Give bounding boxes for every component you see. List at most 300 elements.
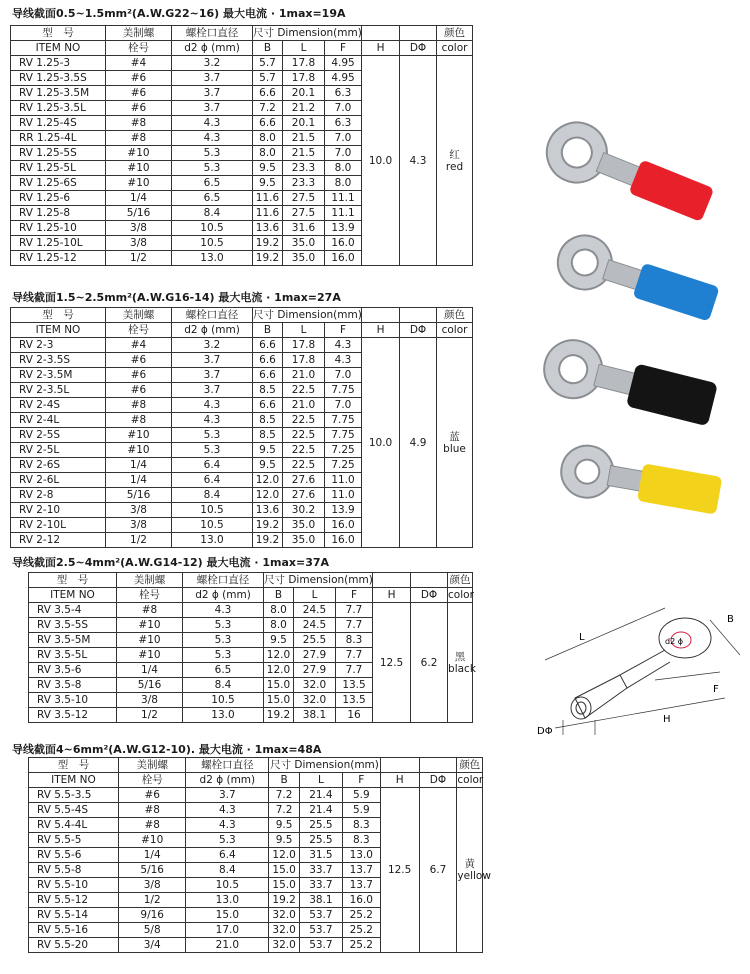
- item-no: RV 3.5-12: [29, 708, 117, 723]
- d2: 3.7: [172, 86, 253, 101]
- dim-b: 15.0: [264, 678, 294, 693]
- dim-l: 33.7: [299, 863, 342, 878]
- yellow-terminal-photo: [550, 440, 740, 540]
- header-L: L: [294, 588, 336, 603]
- item-no: RV 1.25-5S: [11, 146, 106, 161]
- header-color-en: color: [437, 41, 473, 56]
- dim-d: 4.3: [400, 56, 437, 266]
- dim-b: 11.6: [253, 206, 283, 221]
- d2: 8.4: [183, 678, 264, 693]
- header-us-screw: 美制螺: [106, 26, 172, 41]
- header-dimension: 尺寸 Dimension(mm): [270, 759, 379, 771]
- us-screw: 1/2: [118, 893, 185, 908]
- header-F: F: [325, 323, 362, 338]
- dim-l: 31.5: [299, 848, 342, 863]
- header-row-1: [11, 308, 473, 323]
- us-screw: 1/4: [106, 473, 172, 488]
- label-D: DΦ: [537, 726, 553, 737]
- dim-b: 32.0: [269, 908, 300, 923]
- section-title-3: 导线截面2.5~4mm²(A.W.G14-12) 最大电流 · 1max=37A: [12, 556, 330, 569]
- item-no: RV 3.5-4: [29, 603, 117, 618]
- us-screw: 5/16: [118, 863, 185, 878]
- header-us-screw-2: 栓号: [117, 588, 183, 603]
- table-row: [29, 788, 483, 803]
- us-screw: #6: [118, 788, 185, 803]
- d2: 3.7: [186, 788, 269, 803]
- dim-l: 35.0: [283, 251, 325, 266]
- d2: 5.3: [183, 618, 264, 633]
- dim-b: 6.6: [253, 86, 283, 101]
- d2: 3.7: [172, 101, 253, 116]
- d2: 10.5: [186, 878, 269, 893]
- dim-l: 24.5: [294, 618, 336, 633]
- dim-h: 12.5: [373, 603, 411, 723]
- d2: 10.5: [172, 503, 253, 518]
- dim-f: 7.7: [336, 663, 373, 678]
- color-en: red: [445, 160, 464, 173]
- d2: 5.3: [183, 633, 264, 648]
- color-cell: [457, 788, 491, 953]
- item-no: RV 2-3.5L: [11, 383, 106, 398]
- item-no: RV 2-8: [11, 488, 106, 503]
- d2: 3.2: [172, 338, 253, 353]
- dim-h: 10.0: [362, 338, 400, 548]
- d2: 6.5: [172, 191, 253, 206]
- dim-b: 13.6: [253, 221, 283, 236]
- us-screw: #6: [106, 86, 172, 101]
- table-row: [11, 56, 473, 71]
- dimension-diagram: [515, 600, 745, 750]
- header-item-no: ITEM NO: [11, 41, 106, 56]
- dim-b: 6.6: [253, 338, 283, 353]
- dim-b: 15.0: [269, 878, 300, 893]
- item-no: RV 3.5-6: [29, 663, 117, 678]
- us-screw: 3/8: [118, 878, 185, 893]
- dim-b: 12.0: [253, 473, 283, 488]
- table-row: [29, 603, 473, 618]
- dim-f: 7.25: [325, 443, 362, 458]
- label-F: F: [713, 684, 719, 695]
- dim-d: 4.9: [400, 338, 437, 548]
- spec-table-blue: [10, 307, 473, 548]
- us-screw: #10: [106, 176, 172, 191]
- us-screw: 3/8: [117, 693, 183, 708]
- spec-table-black: [28, 572, 476, 723]
- item-no: RV 2-3: [11, 338, 106, 353]
- us-screw: #8: [117, 603, 183, 618]
- us-screw: #10: [117, 618, 183, 633]
- item-no: RV 3.5-5S: [29, 618, 117, 633]
- item-no: RV 5.5-6: [29, 848, 119, 863]
- d2: 5.3: [172, 161, 253, 176]
- dim-l: 27.5: [283, 191, 325, 206]
- dim-b: 32.0: [269, 923, 300, 938]
- dim-b: 9.5: [269, 833, 300, 848]
- item-no: RV 5.5-14: [29, 908, 119, 923]
- header-color-en: color: [448, 589, 474, 601]
- us-screw: #10: [106, 443, 172, 458]
- dim-b: 12.0: [269, 848, 300, 863]
- dim-f: 5.9: [342, 803, 380, 818]
- header-color-en: color: [437, 323, 473, 338]
- dim-l: 17.8: [283, 338, 325, 353]
- dim-b: 6.6: [253, 368, 283, 383]
- dim-f: 13.5: [336, 693, 373, 708]
- d2: 10.5: [172, 236, 253, 251]
- header-H: H: [373, 588, 411, 603]
- item-no: RV 1.25-3: [11, 56, 106, 71]
- color-cn: 蓝: [449, 430, 460, 443]
- header-bolt-dia: 螺栓口直径: [172, 308, 253, 323]
- dim-f: 7.0: [325, 146, 362, 161]
- item-no: RV 1.25-4S: [11, 116, 106, 131]
- us-screw: #10: [106, 428, 172, 443]
- item-no: RV 5.5-8: [29, 863, 119, 878]
- dim-f: 7.0: [325, 101, 362, 116]
- dim-l: 21.0: [283, 398, 325, 413]
- spec-table-red: [10, 25, 473, 266]
- item-no: RV 2-5L: [11, 443, 106, 458]
- dim-l: 24.5: [294, 603, 336, 618]
- header-row-2: [11, 41, 473, 56]
- dim-f: 8.3: [342, 818, 380, 833]
- dim-b: 15.0: [264, 693, 294, 708]
- dim-l: 21.2: [283, 101, 325, 116]
- header-type: 型 号: [29, 758, 119, 773]
- dim-f: 7.0: [325, 368, 362, 383]
- header-H: H: [362, 323, 400, 338]
- dim-f: 13.5: [336, 678, 373, 693]
- dim-h: 10.0: [362, 56, 400, 266]
- dim-l: 20.1: [283, 86, 325, 101]
- dim-f: 6.3: [325, 116, 362, 131]
- dim-l: 27.6: [283, 473, 325, 488]
- header-B: B: [264, 588, 294, 603]
- dim-l: 32.0: [294, 678, 336, 693]
- d2: 4.3: [172, 131, 253, 146]
- table-row: [11, 338, 473, 353]
- dim-l: 27.5: [283, 206, 325, 221]
- header-D: DΦ: [411, 588, 448, 603]
- dim-l: 23.3: [283, 176, 325, 191]
- dim-b: 7.2: [269, 803, 300, 818]
- header-color-cn: 颜色: [437, 308, 473, 323]
- color-en: blue: [443, 442, 466, 455]
- header-bolt-dia: 螺栓口直径: [183, 573, 264, 588]
- item-no: RV 3.5-5L: [29, 648, 117, 663]
- label-d2: d2 ϕ: [665, 637, 683, 646]
- dim-l: 21.5: [283, 146, 325, 161]
- dim-l: 31.6: [283, 221, 325, 236]
- us-screw: #4: [106, 56, 172, 71]
- dim-l: 21.4: [299, 788, 342, 803]
- item-no: RV 2-6S: [11, 458, 106, 473]
- d2: 3.7: [172, 71, 253, 86]
- dim-f: 4.95: [325, 71, 362, 86]
- dim-d: 6.7: [419, 788, 457, 953]
- us-screw: 3/8: [106, 518, 172, 533]
- spec-table-yellow: [28, 757, 491, 953]
- dim-b: 19.2: [253, 533, 283, 548]
- dim-f: 25.2: [342, 938, 380, 953]
- dim-b: 11.6: [253, 191, 283, 206]
- header-row-1: [29, 758, 483, 773]
- color-cell: [437, 56, 473, 266]
- header-us-screw-2: 栓号: [118, 773, 185, 788]
- item-no: RV 1.25-6: [11, 191, 106, 206]
- header-dimension: 尺寸 Dimension(mm): [253, 27, 362, 39]
- d2: 8.4: [172, 488, 253, 503]
- dim-b: 9.5: [264, 633, 294, 648]
- section-title-2: 导线截面1.5~2.5mm²(A.W.G16-14) 最大电流 · 1max=27A: [12, 291, 341, 304]
- item-no: RV 2-10: [11, 503, 106, 518]
- d2: 4.3: [186, 818, 269, 833]
- dim-b: 6.6: [253, 353, 283, 368]
- header-blank: [400, 26, 437, 41]
- dim-l: 21.4: [299, 803, 342, 818]
- dim-b: 9.5: [253, 176, 283, 191]
- header-blank: [362, 308, 400, 323]
- dim-b: 9.5: [269, 818, 300, 833]
- header-dimension: 尺寸 Dimension(mm): [264, 574, 373, 586]
- item-no: RV 3.5-8: [29, 678, 117, 693]
- item-no: RV 2-3.5M: [11, 368, 106, 383]
- item-no: RV 5.5-12: [29, 893, 119, 908]
- dim-f: 4.3: [325, 338, 362, 353]
- label-H: H: [663, 714, 671, 725]
- dim-l: 22.5: [283, 428, 325, 443]
- header-blank: [373, 573, 411, 588]
- dim-l: 53.7: [299, 938, 342, 953]
- us-screw: 5/16: [106, 488, 172, 503]
- dim-l: 20.1: [283, 116, 325, 131]
- header-item-no: ITEM NO: [11, 323, 106, 338]
- dim-f: 13.9: [325, 221, 362, 236]
- item-no: RR 1.25-4L: [11, 131, 106, 146]
- dim-f: 11.1: [325, 206, 362, 221]
- d2: 13.0: [186, 893, 269, 908]
- header-us-screw-2: 栓号: [106, 323, 172, 338]
- dim-b: 8.0: [264, 603, 294, 618]
- d2: 5.3: [172, 443, 253, 458]
- header-us-screw-2: 栓号: [106, 41, 172, 56]
- item-no: RV 1.25-3.5L: [11, 101, 106, 116]
- item-no: RV 2-5S: [11, 428, 106, 443]
- dim-f: 8.3: [336, 633, 373, 648]
- header-bolt-dia: 螺栓口直径: [172, 26, 253, 41]
- dim-b: 8.5: [253, 413, 283, 428]
- dim-b: 5.7: [253, 56, 283, 71]
- header-us-screw: 美制螺: [118, 758, 185, 773]
- dim-b: 12.0: [253, 488, 283, 503]
- item-no: RV 1.25-10: [11, 221, 106, 236]
- item-no: RV 5.4-4L: [29, 818, 119, 833]
- dim-b: 7.2: [253, 101, 283, 116]
- dim-l: 25.5: [299, 818, 342, 833]
- d2: 3.2: [172, 56, 253, 71]
- d2: 8.4: [172, 206, 253, 221]
- d2: 13.0: [172, 533, 253, 548]
- dim-b: 8.5: [253, 383, 283, 398]
- us-screw: #10: [106, 161, 172, 176]
- us-screw: #8: [106, 131, 172, 146]
- section-title-4: 导线截面4~6mm²(A.W.G12-10). 最大电流 · 1max=48A: [12, 743, 322, 756]
- us-screw: 1/4: [117, 663, 183, 678]
- dim-f: 16.0: [325, 518, 362, 533]
- header-D: DΦ: [400, 323, 437, 338]
- d2: 4.3: [183, 603, 264, 618]
- us-screw: #8: [106, 413, 172, 428]
- item-no: RV 2-4L: [11, 413, 106, 428]
- header-us-screw: 美制螺: [117, 573, 183, 588]
- header-type: 型 号: [11, 26, 106, 41]
- dim-l: 35.0: [283, 533, 325, 548]
- dim-l: 30.2: [283, 503, 325, 518]
- d2: 21.0: [186, 938, 269, 953]
- dim-f: 13.7: [342, 878, 380, 893]
- label-L: L: [579, 632, 585, 643]
- header-color-cn: 颜色: [437, 26, 473, 41]
- item-no: RV 2-6L: [11, 473, 106, 488]
- dim-b: 8.0: [264, 618, 294, 633]
- dim-f: 16.0: [325, 251, 362, 266]
- us-screw: 1/2: [106, 251, 172, 266]
- dim-b: 12.0: [264, 648, 294, 663]
- us-screw: 3/8: [106, 236, 172, 251]
- dim-b: 6.6: [253, 116, 283, 131]
- header-F: F: [325, 41, 362, 56]
- dim-f: 13.0: [342, 848, 380, 863]
- header-d2: d2 ϕ (mm): [172, 41, 253, 56]
- dim-l: 35.0: [283, 236, 325, 251]
- dim-f: 13.7: [342, 863, 380, 878]
- us-screw: #8: [106, 116, 172, 131]
- dim-l: 33.7: [299, 878, 342, 893]
- d2: 3.7: [172, 353, 253, 368]
- d2: 5.3: [172, 146, 253, 161]
- header-L: L: [283, 41, 325, 56]
- dim-f: 7.7: [336, 603, 373, 618]
- dim-d: 6.2: [411, 603, 448, 723]
- us-screw: #6: [106, 383, 172, 398]
- item-no: RV 5.5-16: [29, 923, 119, 938]
- dim-l: 22.5: [283, 413, 325, 428]
- dim-b: 7.2: [269, 788, 300, 803]
- us-screw: #8: [118, 803, 185, 818]
- dim-f: 25.2: [342, 923, 380, 938]
- item-no: RV 2-12: [11, 533, 106, 548]
- us-screw: #4: [106, 338, 172, 353]
- d2: 6.4: [186, 848, 269, 863]
- item-no: RV 2-10L: [11, 518, 106, 533]
- us-screw: #8: [106, 398, 172, 413]
- header-row-1: [29, 573, 473, 588]
- dim-b: 8.0: [253, 146, 283, 161]
- insulation-sleeve: [626, 363, 718, 426]
- item-no: RV 5.5-4S: [29, 803, 119, 818]
- d2: 3.7: [172, 383, 253, 398]
- header-row-2: [11, 323, 473, 338]
- dim-l: 53.7: [299, 923, 342, 938]
- d2: 10.5: [183, 693, 264, 708]
- d2: 13.0: [183, 708, 264, 723]
- dim-f: 7.0: [325, 398, 362, 413]
- us-screw: 9/16: [118, 908, 185, 923]
- dim-f: 13.9: [325, 503, 362, 518]
- header-H: H: [362, 41, 400, 56]
- d2: 4.3: [172, 413, 253, 428]
- dim-l: 21.5: [283, 131, 325, 146]
- dim-b: 8.0: [253, 131, 283, 146]
- header-item-no: ITEM NO: [29, 588, 117, 603]
- us-screw: 1/4: [118, 848, 185, 863]
- d2: 4.3: [186, 803, 269, 818]
- header-F: F: [336, 588, 373, 603]
- dim-h: 12.5: [380, 788, 419, 953]
- color-en: black: [448, 662, 476, 675]
- us-screw: 1/2: [117, 708, 183, 723]
- dim-b: 19.2: [264, 708, 294, 723]
- dim-f: 4.95: [325, 56, 362, 71]
- dim-l: 22.5: [283, 383, 325, 398]
- d2: 17.0: [186, 923, 269, 938]
- d2: 4.3: [172, 398, 253, 413]
- insulation-sleeve: [629, 159, 715, 222]
- us-screw: #10: [118, 833, 185, 848]
- d2: 6.5: [183, 663, 264, 678]
- dim-l: 22.5: [283, 443, 325, 458]
- item-no: RV 5.5-20: [29, 938, 119, 953]
- header-B: B: [253, 323, 283, 338]
- dim-f: 8.3: [342, 833, 380, 848]
- dim-l: 22.5: [283, 458, 325, 473]
- dim-f: 7.75: [325, 413, 362, 428]
- header-L: L: [299, 773, 342, 788]
- header-L: L: [283, 323, 325, 338]
- item-no: RV 3.5-10: [29, 693, 117, 708]
- dim-l: 53.7: [299, 908, 342, 923]
- insulation-sleeve: [633, 263, 720, 322]
- dim-f: 5.9: [342, 788, 380, 803]
- dim-f: 7.75: [325, 428, 362, 443]
- header-B: B: [269, 773, 300, 788]
- header-blank: [380, 758, 419, 773]
- us-screw: #6: [106, 71, 172, 86]
- dim-b: 15.0: [269, 863, 300, 878]
- dim-l: 27.6: [283, 488, 325, 503]
- dim-l: 17.8: [283, 353, 325, 368]
- dim-f: 7.75: [325, 383, 362, 398]
- dim-l: 35.0: [283, 518, 325, 533]
- dim-l: 32.0: [294, 693, 336, 708]
- us-screw: #6: [106, 101, 172, 116]
- us-screw: #6: [106, 353, 172, 368]
- item-no: RV 5.5-3.5: [29, 788, 119, 803]
- section-title-1: 导线截面0.5~1.5mm²(A.W.G22~16) 最大电流 · 1max=19A: [12, 7, 346, 20]
- dim-l: 38.1: [294, 708, 336, 723]
- d2: 13.0: [172, 251, 253, 266]
- dim-f: 11.1: [325, 191, 362, 206]
- color-en: yellow: [457, 870, 491, 882]
- dim-f: 7.0: [325, 131, 362, 146]
- color-cell: [437, 338, 473, 548]
- header-item-no: ITEM NO: [29, 773, 119, 788]
- header-d2: d2 ϕ (mm): [172, 323, 253, 338]
- dim-f: 4.3: [325, 353, 362, 368]
- d2: 8.4: [186, 863, 269, 878]
- color-cn: 黄: [464, 858, 475, 870]
- d2: 6.4: [172, 458, 253, 473]
